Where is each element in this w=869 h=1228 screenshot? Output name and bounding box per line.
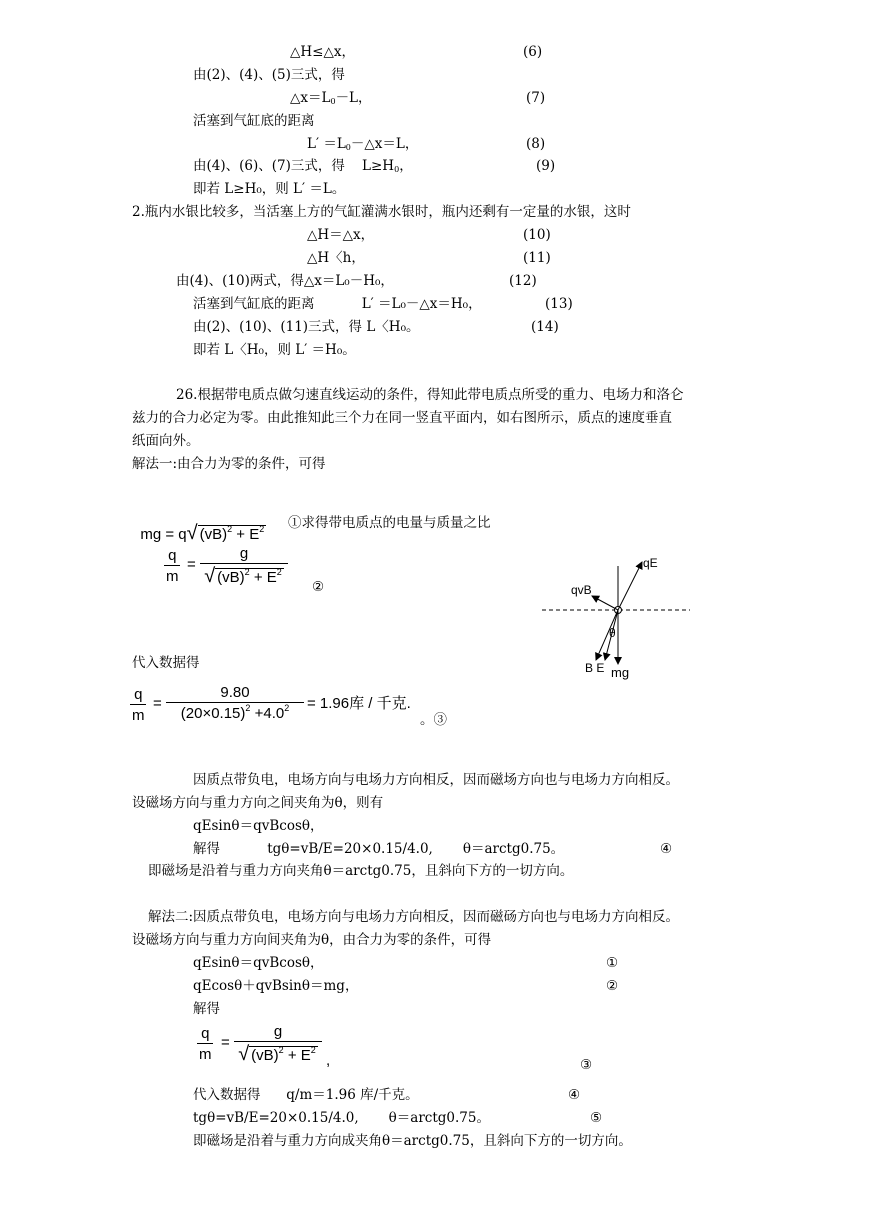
eq-num-12: (12): [509, 273, 537, 289]
fraction-g-over-sqrt: g √ $(vB)^2 + E^2$: [234, 1023, 322, 1064]
eq-num-9: (9): [536, 158, 556, 174]
label-qE: qE: [643, 556, 658, 570]
eq-line: tgθ=vB/E=20×0.15/4.0, θ＝arctg0.75。: [193, 1110, 490, 1126]
eq-num-6: (6): [523, 44, 543, 60]
eq-6: △H≤△x，: [290, 44, 355, 60]
eq-13: 活塞到气缸底的距离 L′ ＝L₀－△x＝H₀，: [193, 296, 482, 312]
eq-12: 由(4)、(10)两式，得△x＝L₀－H₀，: [176, 273, 394, 289]
eq-mg-formula: mg = q √ $(vB)^2 + E^2$: [140, 522, 265, 544]
text-line: 因质点带负电，电场方向与电场力方向相反，因而磁场方向也与电场力方向相反。: [193, 772, 679, 788]
text-line: ①求得带电质点的电量与质量之比: [288, 515, 491, 531]
circled-3: ③: [580, 1057, 593, 1073]
label-qvB: qvB: [571, 583, 592, 597]
qvB-arrow: [592, 596, 618, 610]
comma: ,: [326, 1052, 331, 1069]
eq-8: $L' =L_0-\triangle x=L$，: [307, 136, 419, 152]
fraction-q-over-m: $\frac{q}{m}$: [132, 686, 145, 724]
text-line: 设磁场方向与重力方向之间夹角为θ，则有: [132, 795, 384, 811]
conclusion-2: 即磁场是沿着与重力方向成夹角θ＝arctg0.75，且斜向下方的一切方向。: [193, 1133, 632, 1149]
solution-1-heading: 解法一:由合力为零的条件，可得: [132, 456, 326, 472]
circled-2: ②: [312, 579, 325, 595]
eq-line: 代入数据得 q/m＝1.96 库/千克。: [193, 1087, 419, 1103]
text-line: 解得: [193, 1001, 220, 1017]
circled-1: ①: [606, 955, 619, 971]
eq-line: qEsinθ＝qvBcosθ，: [193, 818, 324, 834]
label-theta: θ: [609, 626, 616, 640]
eq-num-14: (14): [531, 319, 559, 335]
eq-7: $\triangle x=L_0-L$，: [290, 90, 372, 106]
equals-sign: =: [221, 1034, 230, 1051]
text-line: 代入数据得: [132, 655, 200, 671]
eq-num-13: (13): [545, 296, 573, 312]
label-mg: mg: [611, 665, 630, 680]
equals-sign: =: [153, 695, 162, 712]
case-2-heading: 2.瓶内水银比较多，当活塞上方的气缸灌满水银时，瓶内还剩有一定量的水银，这时: [132, 204, 631, 220]
solution-2-line: 设磁场方向与重力方向间夹角为θ，由合力为零的条件，可得: [132, 932, 492, 948]
text-line: 活塞到气缸底的距离: [193, 113, 315, 129]
problem-26-line: 兹力的合力必定为零。由此推知此三个力在同一竖直平面内，如右图所示，质点的速度垂直: [132, 410, 672, 426]
eq-num-11: (11): [523, 250, 551, 266]
eq-11: △H〈h，: [307, 250, 365, 266]
problem-26-line: 纸面向外。: [132, 433, 200, 449]
eq-10: △H＝△x，: [307, 227, 375, 243]
problem-26-line: 26.根据带电质点做匀速直线运动的条件，得知此带电质点所受的重力、电场力和洛仑: [176, 387, 684, 403]
equals-sign: =: [187, 556, 196, 573]
eq-14: 由(2)、(10)、(11)三式，得 L〈H₀。: [193, 319, 420, 335]
fraction-g-over-sqrt: g √ $(vB)^2 + E^2$: [200, 545, 288, 586]
text-line: 即若 L〈H₀，则 L′ ＝H₀。: [193, 342, 356, 358]
circled-4: ④: [660, 841, 673, 857]
circled-2: ②: [606, 978, 619, 994]
text-line: 即若 L≥H₀，则 L′ ＝L。: [193, 181, 346, 197]
solution-2-line: 解法二:因质点带负电，电场方向与电场力方向相反，因而磁砀方向也与电场力方向相反。: [148, 909, 680, 925]
label-BE: B E: [585, 661, 605, 675]
eq-num-7: (7): [526, 90, 546, 106]
qE-arrow: [618, 562, 642, 610]
eq-line: qEcosθ＋qvBsinθ＝mg，: [193, 978, 359, 994]
conclusion-1: 即磁场是沿着与重力方向夹角θ＝arctg0.75，且斜向下方的一切方向。: [148, 863, 574, 879]
eq-9: 由(4)、(6)、(7)三式，得 $L\ge H_0$，: [193, 158, 413, 174]
result-value: = 1.96库 / 千克.: [307, 695, 411, 712]
fraction-numeric: $\frac{9.80}{(20\times 0.15)^2 +4.0^2}$: [166, 684, 304, 722]
fraction-q-over-m: $\frac{q}{m}$: [199, 1025, 212, 1063]
circled-3: 。③: [420, 712, 447, 728]
eq-num-10: (10): [523, 227, 551, 243]
text-line: 由(2)、(4)、(5)三式，得: [193, 67, 345, 83]
fraction-q-over-m: $\frac{q}{m}$: [166, 547, 179, 585]
circled-5: ⑤: [590, 1110, 603, 1126]
eq-num-8: (8): [526, 136, 546, 152]
circled-4: ④: [568, 1087, 581, 1103]
eq-line: qEsinθ＝qvBcosθ，: [193, 955, 324, 971]
eq-line: 解得 tgθ=vB/E=20×0.15/4.0, θ＝arctg0.75。: [193, 841, 565, 857]
